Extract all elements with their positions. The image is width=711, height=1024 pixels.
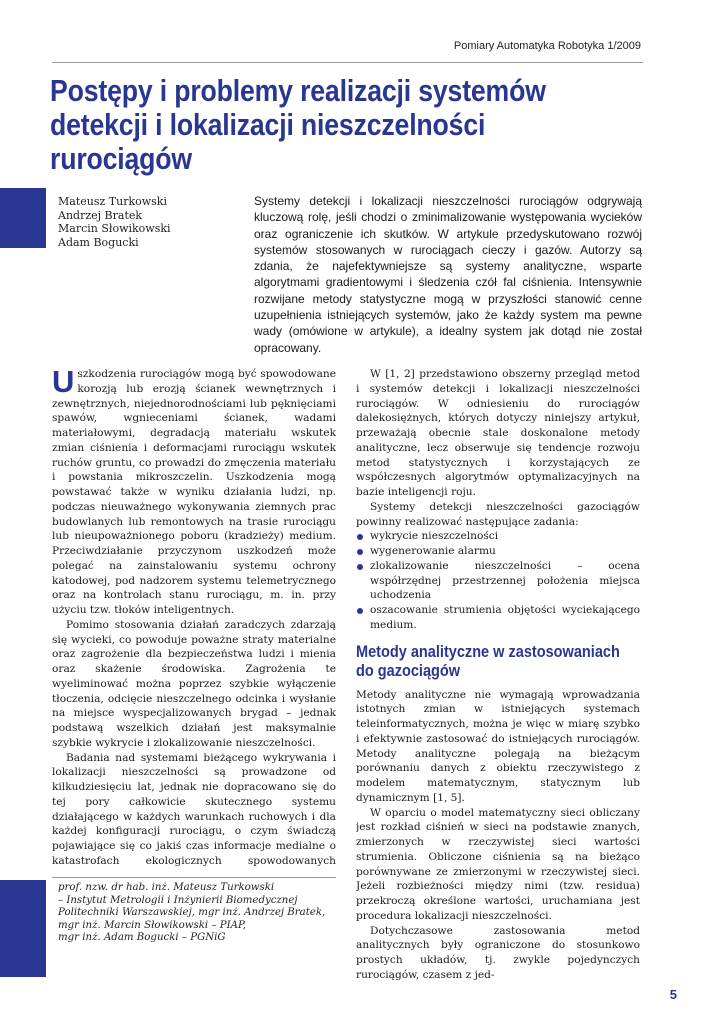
- section-heading: Metody analityczne w zastosowaniach do gazociągów: [356, 642, 620, 680]
- list-item: zlokalizowanie nieszczelności – ocena współrzędnej przestrzennej położenia miejsca uchodzenia: [356, 559, 640, 603]
- author-list: [58, 195, 171, 249]
- header-divider: [52, 62, 643, 63]
- paragraph: Uszkodzenia rurociągów mogą być spowodowane korozją lub erozją ścianek wewnętrznych i zewnętrznych, niejednorodnościami lub pęknięciami spawów, wgnieceniami ścianek, wadami materiałowymi, degradacją materiału wskutek zmian ciśnienia i deformacjami rurociągu wskutek ruchów gruntu, co prowadzi do zmęczenia materiału i powstania mikroszczelin. Uszkodzenia mogą powstawać także w wyniku działania ludzi, np. podczas nieuważnego wykonywania ziemnych prac budowlanych lub remontowych na trasie rurociągu lub nieupoważnionego poboru (kradzieży) medium. Przeciwdziałanie przyczynom uszkodzeń może polegać na zainstalowaniu systemu ochrony katodowej, pod nadzorem systemu telemetrycznego oraz na kontrolach stanu rurociągu, m. in. przy użyciu tzw. tłoków inteligentnych.: [52, 367, 336, 616]
- abstract: Systemy detekcji i lokalizacji nieszczelności rurociągów odgrywają kluczową rolę, jeśli chodzi o zminimalizowanie występowania wycieków oraz ograniczenie ich skutków. W artykule przedyskutowano rozwój systemów stosowanych w rurociągach cieczy i gazów. Autorzy są zdania, że najefektywniejsze są systemy analityczne, wsparte algorytmami gradientowymi i śledzenia czół fal ciśnienia. Intensywnie rozwijane metody statystyczne mogą w przyszłości stanowić cenne uzupełnienia istniejących systemów, jako że każdy system ma pewne wady (omówione w artykule), a idealny system jak dotąd nie został opracowany.: [254, 194, 642, 355]
- paragraph: Metody analityczne nie wymagają wprowadzania istotnych zmian w istniejących systemach teleinformatycznych, można je więc w miarę szybko i efektywnie zastosować do istniejących rurociągów. Metody analityczne polegają na bieżącym porównaniu danych z obiektu rzeczywistego z modelem matematycznym, statycznym lub dynamicznym [1, 5].: [356, 688, 640, 804]
- footnote-divider: [52, 877, 336, 878]
- drop-cap: U: [52, 367, 75, 399]
- arrow-marker-icon: [37, 214, 45, 224]
- paragraph: Badania nad systemami bieżącego wykrywania i lokalizacji nieszczelności są prowadzone od kilkudziesięciu lat, jednak nie dopracowano się do tej pory całkowicie skutecznego systemu działającego w każdych warunkach ruchowych i dla każdej konfiguracji rurociągu, o czym świadczą pojawiające się co jakiś czas informacje medialne o katastrofach ekologicznych spowodowanych: [52, 751, 336, 867]
- paragraph: W oparciu o model matematyczny sieci obliczany jest rozkład ciśnień w sieci na podstawie znanych, zmierzonych w rzeczywistej sieci wartości strumienia. Obliczone ciśnienia są na bieżąco porównywane ze zmierzonymi w rzeczywistej sieci. Jeżeli rozbieżności między nimi (tzw. residua) przekroczą określone wartości, uruchamiana jest procedura lokalizacji nieszczelności.: [356, 806, 640, 922]
- bullet-icon: [357, 549, 363, 555]
- bullet-icon: [357, 534, 363, 540]
- journal-header: Pomiary Automatyka Robotyka 1/2009: [453, 40, 641, 52]
- paragraph: Pomimo stosowania działań zaradczych zdarzają się wycieki, co powoduje poważne straty materialne oraz zagrożenie dla bezpieczeństwa ludzi i mienia oraz skażenie środowiska. Zagrożenia te wyeliminować można poprzez szybkie wyłączenie tłoczenia, odcięcie nieszczelnego odcinka i wysłanie na miejsce wyspecjalizowanych brygad – jednak podstawą wszelkich działań jest maksymalnie szybkie wykrycie i zlokalizowanie nieszczelności.: [52, 618, 336, 749]
- affiliation-line: prof. nzw. dr hab. inż. Mateusz Turkowski: [58, 882, 275, 893]
- affiliation-line: Politechniki Warszawskiej, mgr inż. Andrzej Bratek,: [58, 907, 326, 919]
- bullet-icon: [357, 564, 363, 570]
- affiliation-line: mgr inż. Adam Bogucki – PGNiG: [58, 932, 226, 944]
- author-name: Andrzej Bratek: [58, 208, 143, 222]
- author-name: Adam Bogucki: [58, 235, 139, 249]
- author-name: Mateusz Turkowski: [58, 195, 167, 208]
- affiliation-line: – Instytut Metrologii i Inżynierii Biomedycznej: [58, 894, 298, 906]
- list-item: wykrycie nieszczelności: [356, 529, 640, 544]
- task-list: [356, 529, 640, 632]
- article-title: Postępy i problemy realizacji systemów detekcji i lokalizacji nieszczelności rurociągów: [50, 73, 546, 176]
- paragraph: W [1, 2] przedstawiono obszerny przegląd metod i systemów detekcji i lokalizacji nieszczelności rurociągów. W odniesieniu do rurociągów dalekosiężnych, których dotyczy niniejszy artykuł, przeważają obecnie stale doskonalone metody analityczne, lecz obserwuje się tendencje rozwoju metod statystycznych i korzystających ze współczesnych algorytmów optymalizacyjnych na bazie inteligencji roju.: [356, 368, 640, 498]
- paragraph: Systemy detekcji nieszczelności gazociągów powinny realizować następujące zadania:: [356, 500, 640, 528]
- affiliation-line: mgr inż. Marcin Słowikowski – PIAP,: [58, 919, 247, 931]
- page-number: 5: [669, 987, 677, 1002]
- list-item: oszacowanie strumienia objętości wyciekającego medium.: [356, 603, 640, 633]
- body-column-right: [356, 367, 640, 989]
- author-name: Marcin Słowikowski: [58, 222, 171, 235]
- arrow-marker-icon: [37, 919, 45, 929]
- bullet-icon: [357, 608, 363, 614]
- paragraph: Dotychczasowe zastosowania metod analitycznych były ograniczone do stosunkowo prostych układów, tj. zwykle pojedynczych rurociągów, czasem z jed-: [356, 924, 640, 981]
- body-column-left: [52, 367, 336, 870]
- author-affiliations: [58, 882, 336, 945]
- list-item: wygenerowanie alarmu: [356, 544, 640, 559]
